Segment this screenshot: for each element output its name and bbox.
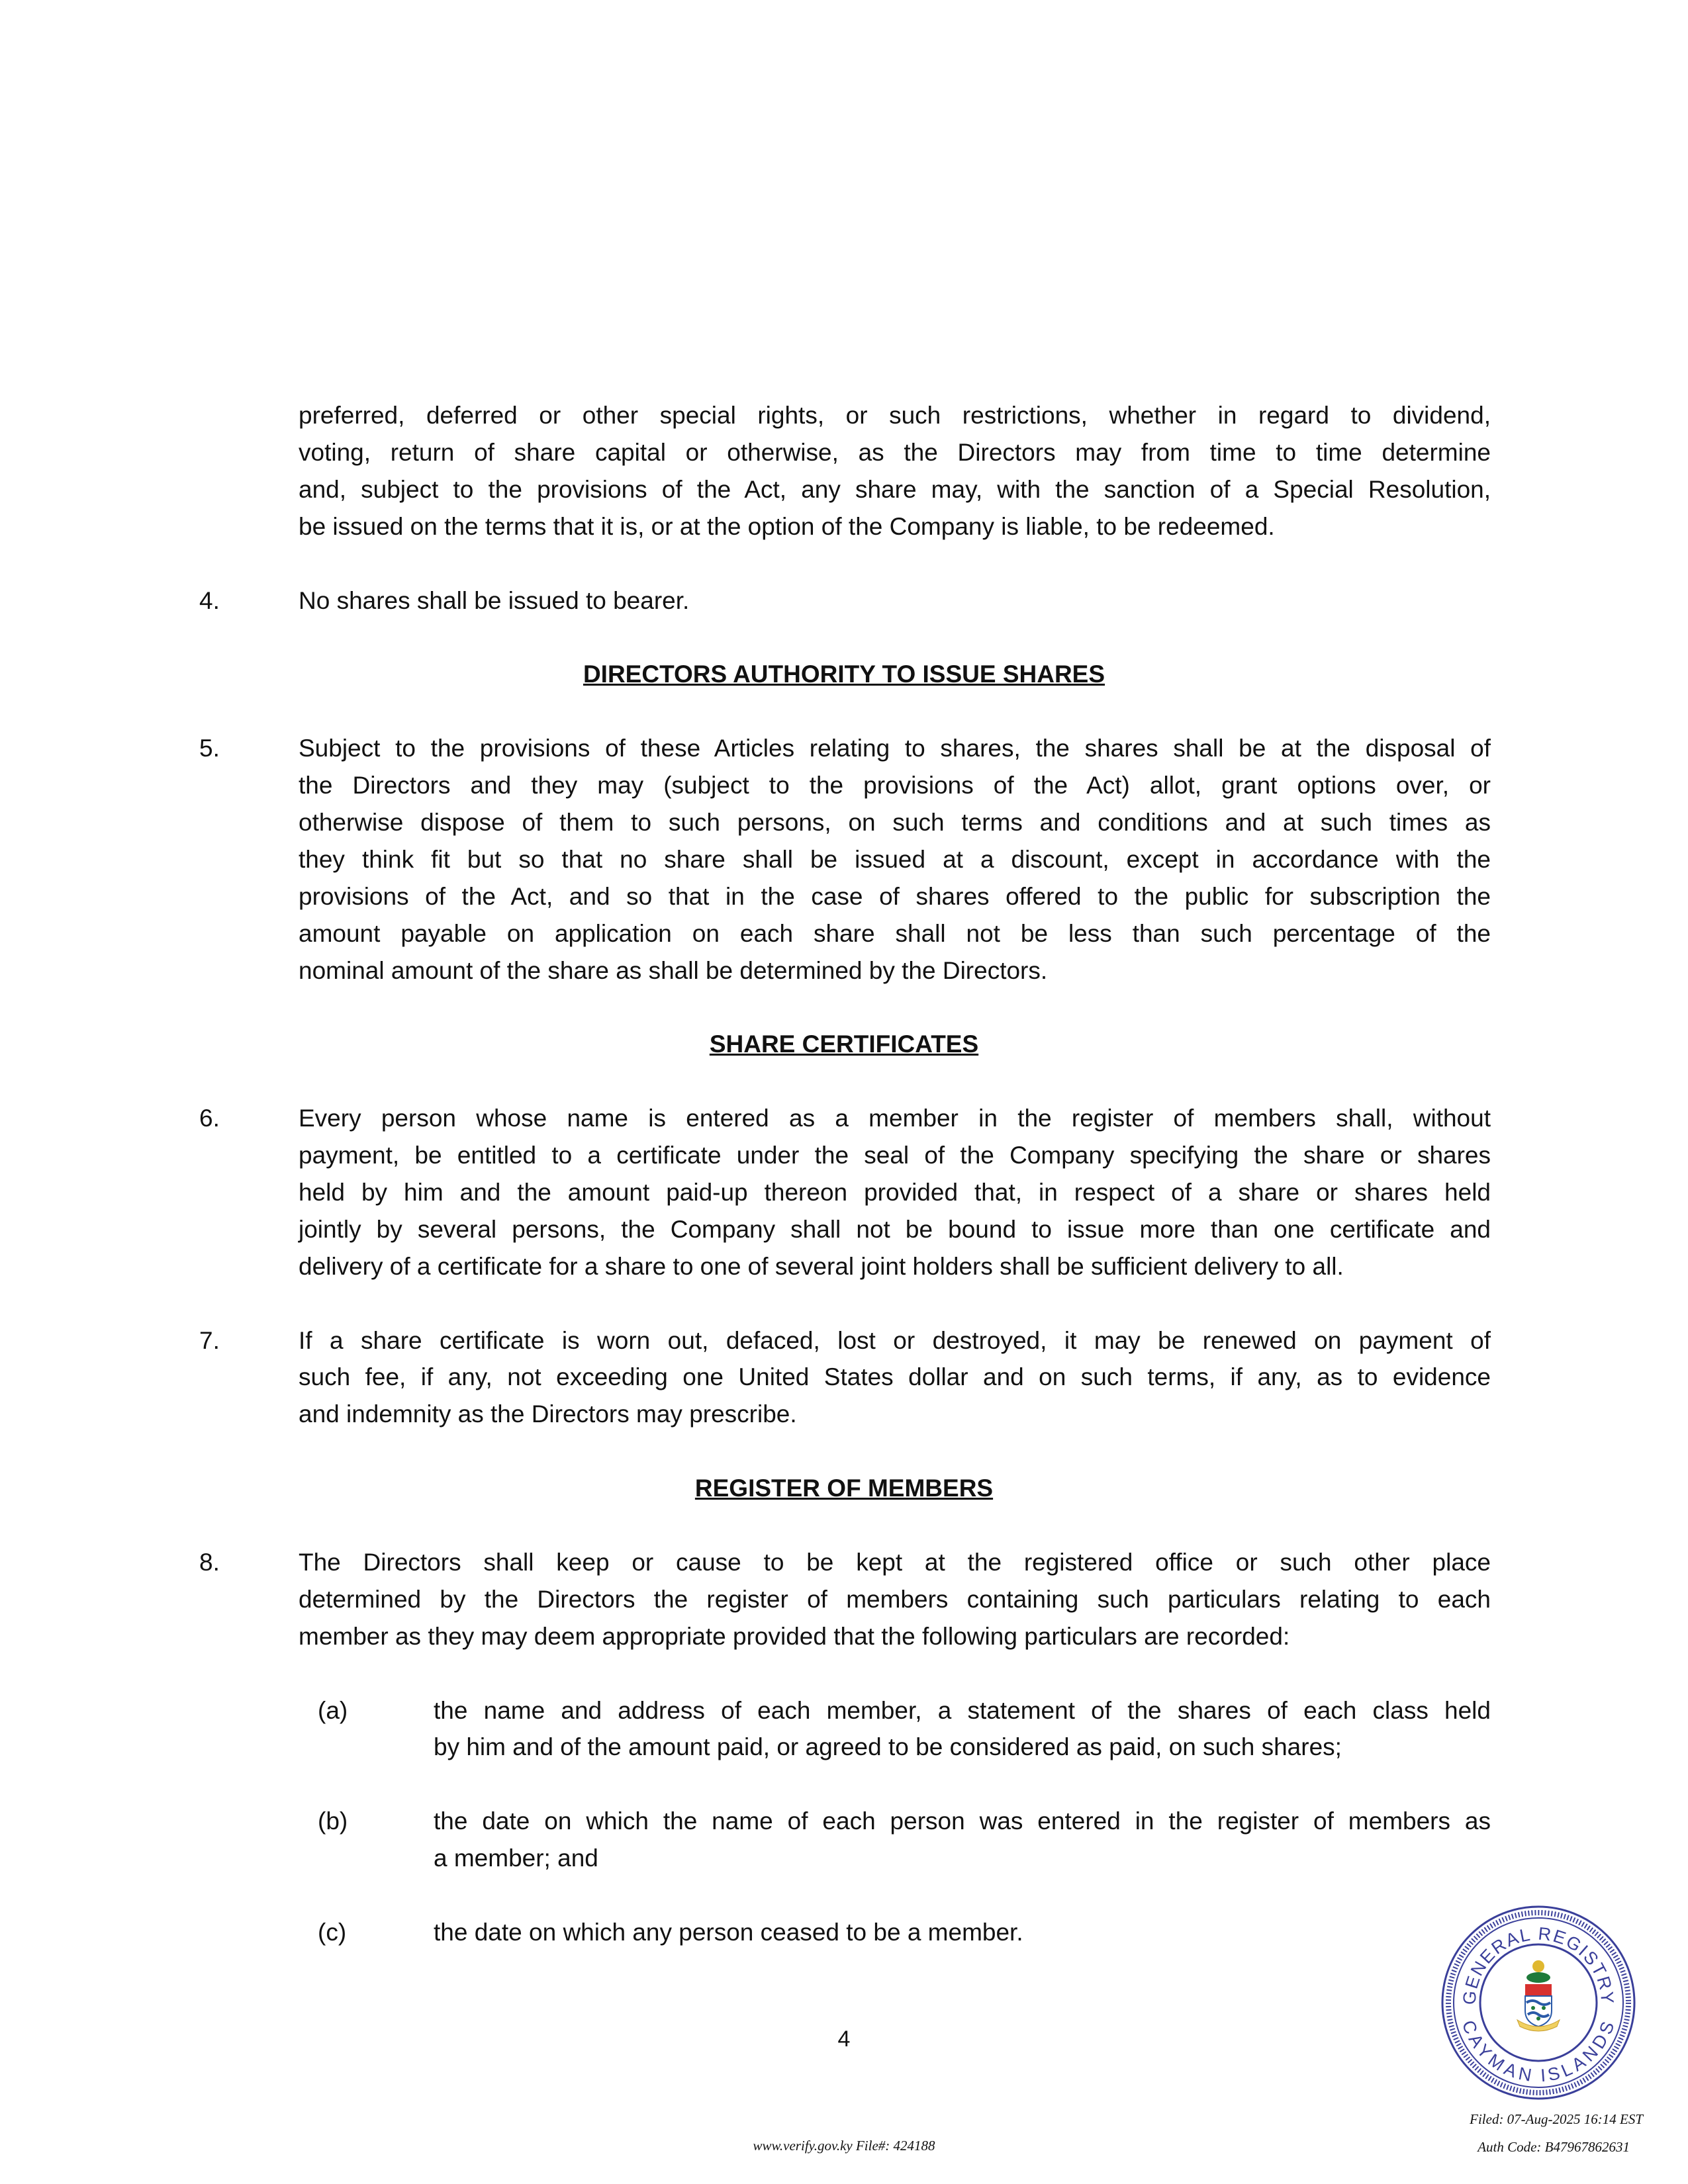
text-line: delivery of a certificate for a share to one of several joint holders shall be sufficient delivery to all. xyxy=(299,1252,1344,1280)
text-line: The Directors shall keep or cause to be kept at the registered office or such other place xyxy=(299,1548,1491,1576)
text-line: and indemnity as the Directors may prescribe. xyxy=(299,1400,797,1428)
text-line: member as they may deem appropriate provided that the following particulars are recorded: xyxy=(299,1622,1290,1650)
clause-number: (b) xyxy=(318,1807,348,1835)
section-heading: DIRECTORS AUTHORITY TO ISSUE SHARES xyxy=(583,660,1105,688)
general-registry-seal xyxy=(1439,1903,1638,2102)
text-line: Every person whose name is entered as a member in the register of members shall, without xyxy=(299,1105,1491,1132)
clause-number: 5. xyxy=(199,735,220,762)
text-line: preferred, deferred or other special rights, or such restrictions, whether in regard to dividend, xyxy=(299,402,1491,429)
sub-clause xyxy=(0,1803,1688,1877)
auth-code: Auth Code: B47967862631 xyxy=(1477,2139,1630,2155)
sub-clause xyxy=(0,1692,1688,1766)
text-line: by him and of the amount paid, or agreed to be considered as paid, on such shares; xyxy=(434,1733,1342,1761)
article-paragraph xyxy=(0,1322,1688,1433)
clause-number: (a) xyxy=(318,1696,348,1724)
text-line: Subject to the provisions of these Articles relating to shares, the shares shall be at the disposal of xyxy=(299,735,1491,762)
text-line: jointly by several persons, the Company shall not be bound to issue more than one certificate and xyxy=(299,1215,1491,1243)
text-line: and, subject to the provisions of the Act, any share may, with the sanction of a Special Resolution, xyxy=(299,475,1491,503)
seal-top-text: GENERAL REGISTRY xyxy=(1459,1923,1618,2006)
text-line: the Directors and they may (subject to the provisions of the Act) allot, grant options over, or xyxy=(299,772,1491,799)
clause-number: 6. xyxy=(199,1105,220,1132)
text-line: If a share certificate is worn out, defaced, lost or destroyed, it may be renewed on payment of xyxy=(299,1326,1491,1354)
text-line: No shares shall be issued to bearer. xyxy=(299,586,690,614)
clause-number: 8. xyxy=(199,1548,220,1576)
text-line: nominal amount of the share as shall be determined by the Directors. xyxy=(299,956,1048,984)
text-line: the name and address of each member, a statement of the shares of each class held xyxy=(434,1696,1491,1724)
text-line: the date on which any person ceased to be a member. xyxy=(434,1918,1023,1946)
clause-number: (c) xyxy=(318,1918,347,1946)
text-line: amount payable on application on each share shall not be less than such percentage of the xyxy=(299,919,1491,947)
text-line: a member; and xyxy=(434,1844,598,1872)
text-line: determined by the Directors the register of members containing such particulars relating to each xyxy=(299,1585,1491,1613)
text-line: such fee, if any, not exceeding one United States dollar and on such terms, if any, as to evidence xyxy=(299,1363,1491,1391)
article-paragraph xyxy=(0,397,1688,545)
article-paragraph xyxy=(0,730,1688,989)
text-line: otherwise dispose of them to such persons, on such terms and conditions and at such times as xyxy=(299,808,1491,836)
article-paragraph xyxy=(0,582,1688,619)
clause-number: 7. xyxy=(199,1326,220,1354)
filed-timestamp: Filed: 07-Aug-2025 16:14 EST xyxy=(1470,2111,1643,2127)
text-line: payment, be entitled to a certificate under the seal of the Company specifying the share or shares xyxy=(299,1142,1491,1169)
document-body xyxy=(0,397,1688,1988)
seal-bottom-text: CAYMAN ISLANDS xyxy=(1458,2017,1619,2086)
text-line: be issued on the terms that it is, or at the option of the Company is liable, to be redeemed. xyxy=(299,512,1275,540)
text-line: voting, return of share capital or otherwise, as the Directors may from time to time determine xyxy=(299,438,1491,466)
verify-url-file-number: www.verify.gov.ky File#: 424188 xyxy=(753,2138,935,2154)
clause-number: 4. xyxy=(199,586,220,614)
section-heading: SHARE CERTIFICATES xyxy=(709,1030,979,1058)
article-paragraph xyxy=(0,1100,1688,1285)
text-line: the date on which the name of each person was entered in the register of members as xyxy=(434,1807,1491,1835)
sub-clause xyxy=(0,1914,1688,1951)
section-heading: REGISTER OF MEMBERS xyxy=(694,1475,994,1502)
page-number: 4 xyxy=(837,2026,851,2052)
text-line: they think fit but so that no share shall be issued at a discount, except in accordance with the xyxy=(299,845,1491,873)
article-paragraph xyxy=(0,1544,1688,1655)
text-line: held by him and the amount paid-up thereon provided that, in respect of a share or shares held xyxy=(299,1178,1491,1206)
coat-of-arms-icon xyxy=(1517,1960,1560,2031)
text-line: provisions of the Act, and so that in the case of shares offered to the public for subscription the xyxy=(299,882,1491,910)
